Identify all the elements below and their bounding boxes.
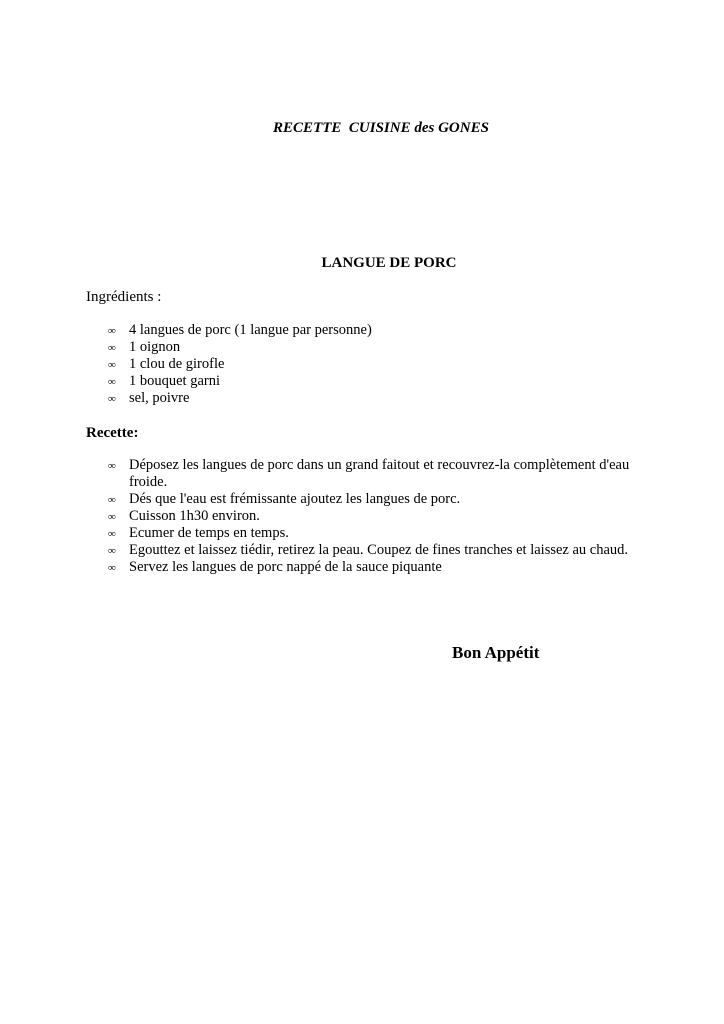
list-item [108,373,668,390]
ingredient-text: 1 bouquet garni [129,373,221,389]
ingredient-text: sel, poivre [129,390,190,406]
recipe-steps-list [108,457,668,576]
infinity-bullet-icon: ∞ [108,494,116,506]
list-item [108,508,668,525]
list-item [108,559,668,576]
list-item [108,457,668,491]
closing-greeting: Bon Appétit [452,643,540,662]
step-text: Dés que l'eau est frémissante ajoutez les langues de porc. [129,491,461,507]
infinity-bullet-icon: ∞ [108,460,116,472]
ingredient-text: 1 clou de girofle [129,356,225,372]
list-item [108,322,668,339]
ingredients-heading: Ingrédients : [86,289,162,305]
infinity-bullet-icon: ∞ [108,528,116,540]
list-item [108,542,668,559]
step-text: Servez les langues de porc nappé de la sauce piquante [129,559,442,575]
infinity-bullet-icon: ∞ [108,359,116,371]
list-item [108,525,668,542]
ingredient-text: 4 langues de porc (1 langue par personne) [129,322,372,338]
step-text: Cuisson 1h30 environ. [129,508,260,524]
recipe-title: LANGUE DE PORC [321,255,457,271]
ingredient-text: 1 oignon [129,339,181,355]
document-header: RECETTE CUISINE des GONES [273,120,489,136]
infinity-bullet-icon: ∞ [108,511,116,523]
recipe-steps-heading: Recette: [86,425,139,441]
infinity-bullet-icon: ∞ [108,393,116,405]
list-item [108,356,668,373]
infinity-bullet-icon: ∞ [108,376,116,388]
step-text: Déposez les langues de porc dans un grand faitout et recouvrez-la complètement d'eau froide. [129,457,630,490]
list-item [108,491,668,508]
infinity-bullet-icon: ∞ [108,562,116,574]
infinity-bullet-icon: ∞ [108,545,116,557]
step-text: Ecumer de temps en temps. [129,525,289,541]
infinity-bullet-icon: ∞ [108,342,116,354]
infinity-bullet-icon: ∞ [108,325,116,337]
list-item [108,390,668,407]
ingredients-list [108,322,668,407]
step-text: Egouttez et laissez tiédir, retirez la peau. Coupez de fines tranches et laissez au chaud. [129,542,629,558]
list-item [108,339,668,356]
